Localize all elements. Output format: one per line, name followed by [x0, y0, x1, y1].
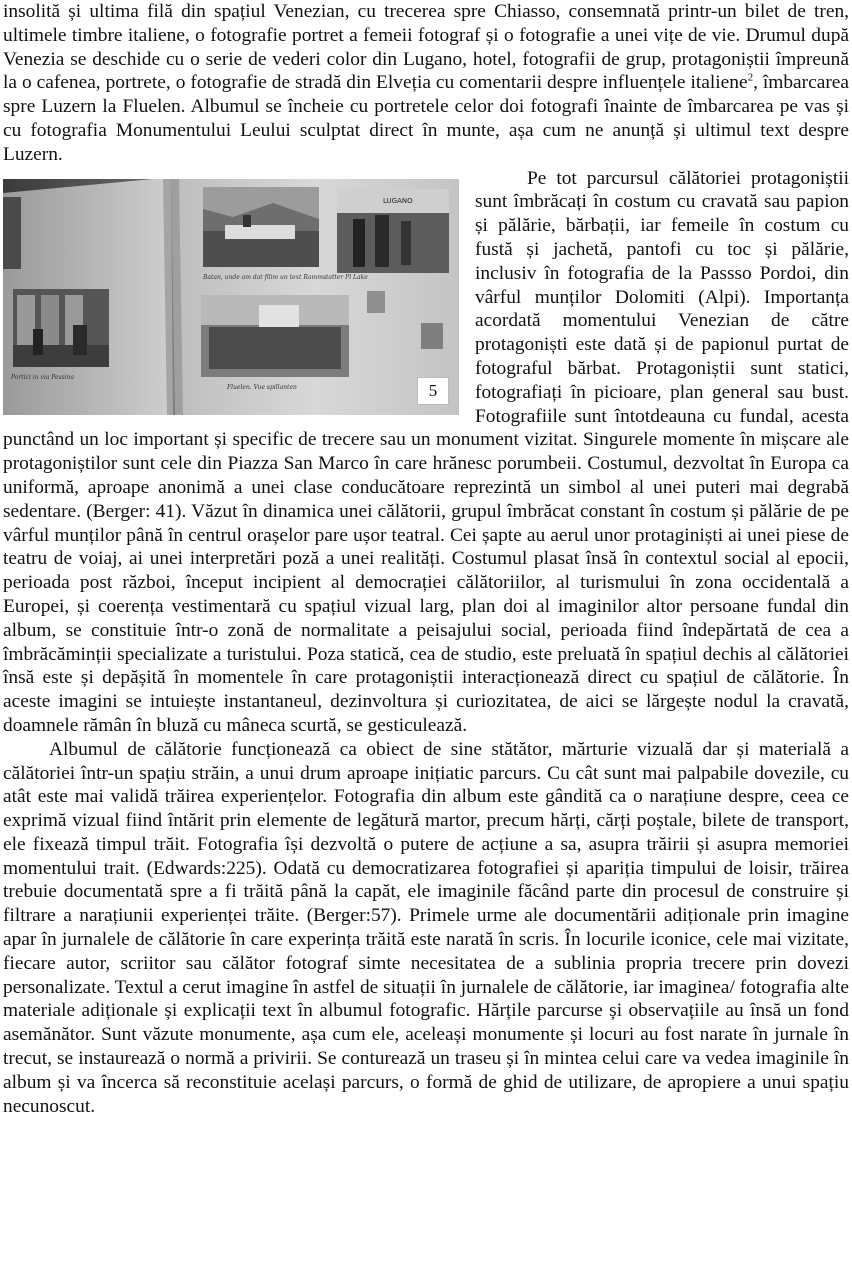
paragraph-2: Pe tot parcursul călătoriei protagoniștii sunt îmbrăcați în costum cu cravată sau papion și pălărie, bărbații, iar femeile în costum cu fustă și jachetă, pantofi cu toc și pălărie, inclusiv în fotografia de la Passso Pordoi, din vârful munților Dolomiti (Alpi). Importanța acordată momentului Venezian de către protagoniști este dată și de papionul purtat de fotograful bărbat. Protagoniștii sunt statici, fotografiați în picioare, plan general sau bust. Fotografiile sunt întotdeauna cu fundal, acesta punctând un loc important și specific de trecere sau un monument vizitat. Singurele momente în mișcare ale protagoniștilor sunt cele din Piazza San Marco în care hrănesc porumbeii. Costumul, dezvoltat în Europa ca uniformă, aproape anonimă a unei clase conducătoare reprezintă un simbol al unei puteri mai degrabă sedentare. (Berger: 41). Văzut în dinamica unei călătorii, grupul îmbrăcat constant în costum și pălărie de pe vârful munților până în centrul orașelor pare ușor teatral. Cei șapte au aerul unor protaginiști ai unei piese de teatru de voiaj, ai unei interpretări poză a unei realități. Costumul plasat însă în contextul social al epocii, perioada post război, început incipient al democrației călătoriilor, al turismului în zona occidentală a Europei, și coerența vestimentară cu spațiul vizual larg, plan doi al imaginilor altor persoane fundal din album, se constituie într-o zonă de normalitate a peisajului social, perioada fiind îndepărtată de cea a îmbrăcăminții specializate a turistului. Poza statică, cea de studio, este preluată în spațiul dechis al călătoriei însă este și depășită în momentele în care protagoniștii interacționează direct cu spațiul de călătorie. În aceste imagini se intuiește instantaneul, dezinvoltura și curiozitatea, de aici se lărgește nodul la cravată, doamnele rămân în bluză cu mâneca scurtă, se gesticulează. — [3, 167, 849, 736]
tag-lugano: LUGANO — [383, 196, 413, 205]
paragraph-1-text-end: , îmbarcarea spre Luzern la Fluelen. Albumul se încheie cu portretele celor doi fotografi înainte de îmbarcarea pe vas și cu fotografia Monumentului Leului sculptat direct în munte, așa cum ne anunță și ultimul text despre Luzern. — [3, 72, 850, 165]
paragraph-1 — [3, 0, 849, 167]
caption-bottom: Fluelen. Vue spillanten — [227, 383, 297, 391]
figure-5 — [3, 179, 461, 419]
document-page — [3, 0, 849, 1118]
paragraph-1-text: insolită și ultima filă din spațiul Venezian, cu trecerea spre Chiasso, consemnată printr-un bilet de tren, ultimele timbre italiene, o fotografie portret a femeii fotograf și o fotografie a unei vițe de vie. Drumul după Venezia se deschide cu o serie de vederi color din Lugano, hotel, fotografii de grup, protagoniștii împreună la o cafenea, portrete, o fotografie de stradă din Elveția cu comentarii despre influențele italiene — [3, 1, 849, 94]
footnote-ref: 2 — [747, 71, 754, 84]
photo-fluelen — [201, 295, 349, 377]
paragraph-3: Albumul de călătorie funcționează ca obiect de sine stătător, mărturie vizuală dar și materială a călătoriei într-un spațiu străin, a unui drum aproape inițiatic parcurs. Cu cât sunt mai palpabile dovezile, cu atât este mai validă trăirea experiențelor. Fotografia din album este gândită ca o narațiune despre, ceea ce exprimă vizual fiind întărit prin elemente de legătură martor, precum hărți, cărți poștale, bilete de transport, ele fixează timpul trăit. Fotografia își dezvoltă o putere de acțiune a sa, asupra trăirii și asupra memoriei momentului trait. (Edwards:225). Odată cu democratizarea fotografiei și apariția timpului de loisir, trăirea trebuie documentată spre a fi trăită până la capăt, ele imaginile făcând parte din procesul de construire și filtrare a narațiunii experienței trăite. (Berger:57). Primele urme ale documentării adiționale prin imagine apar în jurnalele de călătorie în care experința trăită este narată în scris. În locurile iconice, cele mai vizitate, fiecare autor, scriitor sau călător fotograf simte necesitatea de a sublinia propria trecere prin dovezi personalizate. Textul a cerut imagine în astfel de situații în jurnalele de călătorie, iar imaginea/ fotografia alte materiale adiționale și explicații text în albumul fotografic. Hărțile parcurse și observațiile au însă un fond asemănător. Sunt văzute monumente, așa cum ele, aceleași monumente și locuri au fost narate în jurnale în trecut, se instaurează o normă a privirii. Se conturează un traseu și în mintea celui care va vedea imaginile în album și va încerca să reconstituie același parcurs, o formă de ghid de utilizare, de apropiere a unui spațiu necunoscut. — [3, 738, 849, 1117]
album-photo — [3, 179, 459, 415]
figure-number: 5 — [417, 377, 449, 405]
photo-street — [13, 289, 109, 367]
photo-lake — [203, 187, 319, 267]
caption-left: Portici in via Pessina — [11, 373, 75, 381]
caption-top: Batan, unde am dat filim un text Rammstatter Pl Lake — [203, 273, 368, 281]
